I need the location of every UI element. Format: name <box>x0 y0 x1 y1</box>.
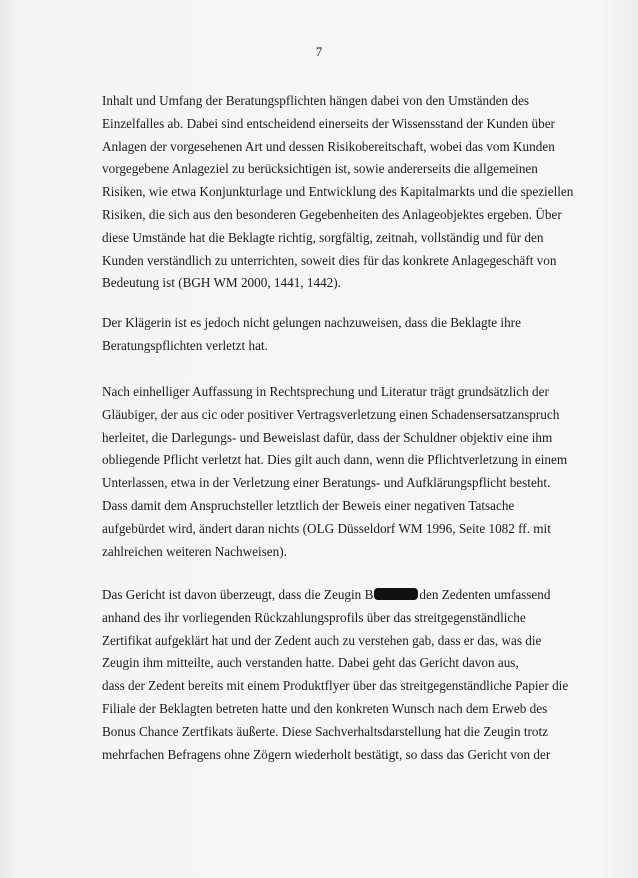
redaction-bar <box>374 588 418 600</box>
paragraph-line-with-redaction <box>102 584 562 607</box>
page-number: 7 <box>315 44 323 59</box>
paragraph-line: anhand des ihr vorliegenden Rückzahlungsprofils über das streitgegenständliche <box>102 609 526 625</box>
paragraph-line: Beratungspflichten verletzt hat. <box>102 337 268 353</box>
paragraph-line: diese Umstände hat die Beklagte richtig, sorgfältig, zeitnah, vollständig und für den <box>102 229 544 245</box>
paragraph-line: herleitet, die Darlegungs- und Beweislast dafür, dass der Schuldner objektiv eine ihm <box>102 429 553 445</box>
paragraph-line: Einzelfalles ab. Dabei sind entscheidend einerseits der Wissensstand der Kunden über <box>102 115 555 131</box>
paragraph-line: zahlreichen weiteren Nachweisen). <box>102 543 287 559</box>
paragraph-line: Risiken, wie etwa Konjunkturlage und Entwicklung des Kapitalmarkts und die speziellen <box>102 184 574 200</box>
paragraph-line: Dass damit dem Anspruchsteller letztlich der Beweis einer negativen Tatsache <box>102 497 515 513</box>
paragraph-line: Zeugin ihm mitteilte, auch verstanden hatte. Dabei geht das Gericht davon aus, <box>102 655 519 671</box>
paragraph-line: obliegende Pflicht verletzt hat. Dies gilt auch dann, wenn die Pflichtverletzung in einem <box>102 452 568 468</box>
paragraph-2 <box>102 312 562 358</box>
paragraph-line: Unterlassen, etwa in der Verletzung einer Beratungs- und Aufklärungspflicht besteht. <box>102 475 551 491</box>
paragraph-line: Filiale der Beklagten betreten hatte und den konkreten Wunsch nach dem Erweb des <box>102 700 548 716</box>
paragraph-line: aufgebürdet wird, ändert daran nichts (OLG Düsseldorf WM 1996, Seite 1082 ff. mit <box>102 520 551 536</box>
paragraph-line: Bedeutung ist (BGH WM 2000, 1441, 1442). <box>102 275 341 291</box>
paragraph-1 <box>102 90 574 295</box>
line-text-after-redaction: den Zedenten umfassend <box>419 587 551 602</box>
paragraph-line: Der Klägerin ist es jedoch nicht gelungen nachzuweisen, dass die Beklagte ihre <box>102 315 521 330</box>
paragraph-4 <box>102 584 569 766</box>
paragraph-line: dass der Zedent bereits mit einem Produktflyer über das streitgegenständliche Papier die <box>102 678 569 694</box>
paragraph-3 <box>102 381 568 563</box>
line-text-before-redaction: Das Gericht ist davon überzeugt, dass die Zeugin B <box>102 587 374 602</box>
paragraph-line: Nach einhelliger Auffassung in Rechtsprechung und Literatur trägt grundsätzlich der <box>102 384 549 399</box>
paragraph-line: Inhalt und Umfang der Beratungspflichten hängen dabei von den Umständen des <box>102 93 530 108</box>
paragraph-line: Gläubiger, der aus cic oder positiver Vertragsverletzung einen Schadensersatzanspruch <box>102 406 560 422</box>
paragraph-line: Risiken, die sich aus den besonderen Gegebenheiten des Anlageobjektes ergeben. Über <box>102 206 562 222</box>
paragraph-line: mehrfachen Befragens ohne Zögern wiederholt bestätigt, so dass das Gericht von der <box>102 746 551 762</box>
paragraph-line: Kunden verständlich zu unterrichten, soweit dies für das konkrete Anlagegeschäft von <box>102 252 557 268</box>
paragraph-line: Bonus Chance Zertfikats äußerte. Diese Sachverhaltsdarstellung hat die Zeugin trotz <box>102 723 549 739</box>
paragraph-line: Anlagen der vorgesehenen Art und dessen Risikobereitschaft, wobei das vom Kunden <box>102 138 555 154</box>
paragraph-line: vorgegebene Anlageziel zu berücksichtigen ist, sowie andererseits die allgemeinen <box>102 161 538 177</box>
paragraph-line: Zertifikat aufgeklärt hat und der Zedent auch zu verstehen gab, dass er das, was die <box>102 632 542 648</box>
